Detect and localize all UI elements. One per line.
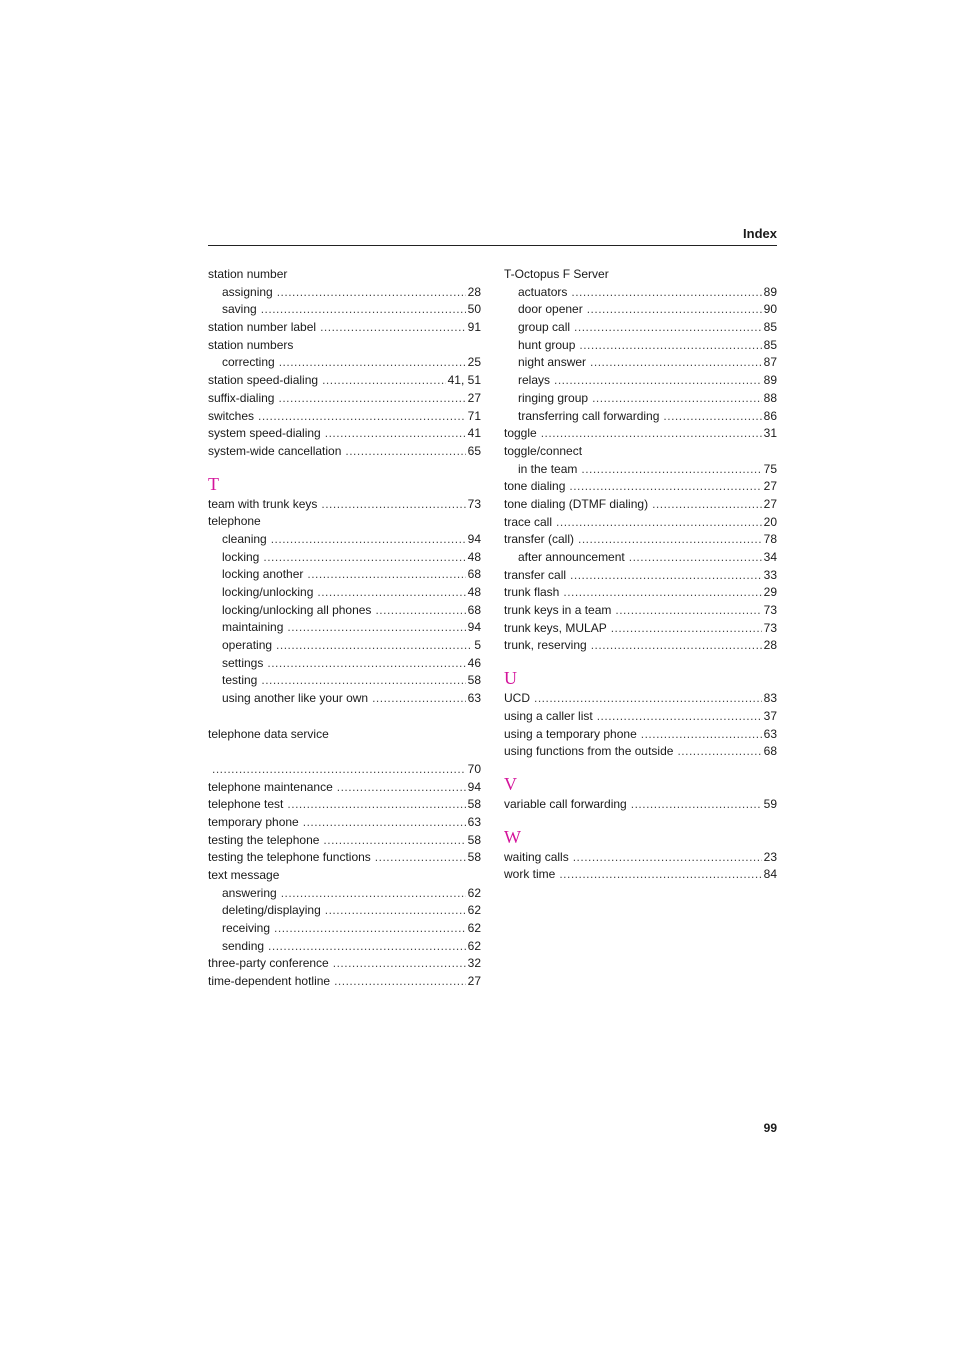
entry-page-ref: 65 (467, 443, 481, 458)
index-subentry (208, 301, 481, 319)
index-entry (504, 514, 777, 532)
entry-page-ref: 85 (763, 337, 777, 352)
index-subentry (208, 938, 481, 956)
dot-leader (372, 690, 466, 708)
index-subentry (208, 584, 481, 602)
page-number: 99 (763, 1121, 777, 1135)
index-subentry (504, 408, 777, 426)
index-entry (208, 372, 481, 390)
dot-leader (663, 408, 761, 426)
index-subentry (208, 920, 481, 938)
entry-page-ref: 73 (763, 603, 777, 618)
entry-page-ref: 94 (467, 620, 481, 635)
dot-leader (258, 408, 466, 426)
dot-leader (570, 567, 762, 585)
index-subentry (504, 319, 777, 337)
index-subentry (208, 637, 481, 655)
dot-leader (578, 531, 762, 549)
index-subentry (208, 672, 481, 690)
entry-label: work time (504, 867, 556, 882)
dot-leader (581, 461, 761, 479)
entry-label: UCD (504, 691, 530, 706)
entry-page-ref: 86 (763, 408, 777, 423)
entry-label: station speed-dialing (208, 373, 319, 388)
index-entry (504, 425, 777, 443)
dot-leader (590, 354, 762, 372)
dot-leader (212, 761, 466, 779)
dot-leader (287, 619, 465, 637)
index-letter-heading: V (504, 773, 517, 794)
dot-leader (597, 708, 762, 726)
dot-leader (563, 584, 761, 602)
index-entry (208, 973, 481, 991)
index-subentry (208, 284, 481, 302)
index-entry (504, 478, 777, 496)
entry-page-ref: 68 (467, 567, 481, 582)
entry-label: team with trunk keys (208, 496, 318, 511)
index-subentry (504, 461, 777, 479)
entry-label: transfer (call) (504, 532, 575, 547)
entry-label: deleting/displaying (222, 903, 321, 918)
index-subentry (208, 885, 481, 903)
entry-page-ref: 59 (763, 796, 777, 811)
index-heading: telephone data service (208, 726, 329, 741)
entry-label: telephone maintenance (208, 779, 333, 794)
entry-label: actuators (518, 284, 568, 299)
index-entry (504, 584, 777, 602)
index-heading: text message (208, 868, 280, 882)
entry-label: testing (222, 673, 258, 688)
entry-page-ref: 75 (763, 461, 777, 476)
dot-leader (541, 425, 762, 443)
entry-label: telephone test (208, 797, 284, 812)
index-heading: station numbers (208, 337, 294, 352)
index-heading: toggle/connect (504, 443, 583, 458)
entry-page-ref: 58 (467, 850, 481, 865)
entry-label: trunk keys, MULAP (504, 620, 607, 635)
entry-page-ref: 29 (763, 585, 777, 600)
index-entry (504, 849, 777, 867)
entry-label: receiving (222, 921, 271, 936)
spacer (208, 708, 481, 726)
entry-label: time-dependent hotline (208, 974, 331, 989)
entry-label: night answer (518, 355, 587, 370)
entry-label: trunk flash (504, 585, 560, 600)
dot-leader (277, 284, 466, 302)
entry-label: locking/unlocking all phones (222, 602, 372, 617)
index-subentry (504, 354, 777, 372)
entry-label: operating (222, 638, 273, 653)
index-subentry (208, 566, 481, 584)
entry-page-ref: 27 (467, 390, 481, 405)
dot-leader (267, 655, 465, 673)
entry-page-ref: 58 (467, 832, 481, 847)
entry-page-ref: 27 (467, 974, 481, 989)
entry-page-ref: 41, 51 (447, 373, 481, 388)
dot-leader (279, 354, 466, 372)
index-entry (208, 390, 481, 408)
entry-label: transferring call forwarding (518, 408, 660, 423)
entry-page-ref: 73 (763, 620, 777, 635)
index-entry (504, 708, 777, 726)
entry-label: using a temporary phone (504, 726, 637, 741)
index-subentry (504, 372, 777, 390)
dot-leader (345, 443, 465, 461)
dot-leader (615, 602, 761, 620)
entry-label: settings (222, 655, 264, 670)
entry-page-ref: 83 (763, 691, 777, 706)
dot-leader (587, 301, 762, 319)
entry-label: after announcement (518, 550, 625, 564)
index-entry (208, 955, 481, 973)
entry-page-ref: 63 (467, 691, 481, 706)
entry-label: using functions from the outside (504, 744, 674, 759)
dot-leader (629, 549, 762, 567)
entry-page-ref: 89 (763, 373, 777, 388)
index-heading: T-Octopus F Server (504, 267, 609, 281)
entry-page-ref: 63 (467, 814, 481, 829)
entry-page-ref: 62 (467, 903, 481, 918)
entry-label: door opener (518, 302, 583, 317)
entry-label: relays (518, 373, 551, 388)
dot-leader (325, 425, 466, 443)
entry-page-ref: 85 (763, 320, 777, 335)
entry-page-ref: 68 (763, 744, 777, 759)
entry-page-ref: 41 (467, 426, 481, 441)
dot-leader (579, 337, 761, 355)
entry-label: system-wide cancellation (208, 443, 342, 458)
entry-page-ref: 88 (763, 390, 777, 405)
dot-leader (556, 514, 762, 532)
index-entry (504, 726, 777, 744)
entry-page-ref: 48 (467, 549, 481, 564)
dot-leader (268, 938, 466, 956)
entry-label: saving (222, 302, 257, 317)
entry-page-ref: 62 (467, 885, 481, 900)
entry-page-ref: 68 (467, 602, 481, 617)
entry-page-ref: 23 (763, 849, 777, 864)
index-subentry (208, 549, 481, 567)
entry-page-ref: 87 (763, 355, 777, 370)
index-entry (504, 531, 777, 549)
entry-label: correcting (222, 355, 275, 370)
entry-label: in the team (518, 461, 578, 476)
entry-label: hunt group (518, 337, 576, 352)
dot-leader (303, 814, 466, 832)
index-entry (208, 832, 481, 850)
index-subentry (504, 301, 777, 319)
entry-page-ref: 27 (763, 496, 777, 511)
dot-leader (274, 920, 466, 938)
dot-leader (571, 284, 761, 302)
dot-leader (631, 796, 762, 814)
index-entry (208, 443, 481, 461)
dot-leader (569, 478, 761, 496)
entry-page-ref: 28 (467, 284, 481, 299)
index-entry (208, 496, 481, 514)
dot-leader (334, 973, 466, 991)
entry-page-ref: 20 (763, 514, 777, 529)
entry-label: toggle (504, 426, 537, 441)
entry-page-ref: 58 (467, 673, 481, 688)
dot-leader (534, 690, 762, 708)
index-subentry (504, 390, 777, 408)
index-subentry (504, 284, 777, 302)
entry-page-ref: 5 (474, 638, 481, 653)
index-subentry (208, 902, 481, 920)
entry-page-ref: 48 (467, 585, 481, 599)
dot-leader (333, 955, 466, 973)
index-entry (208, 319, 481, 337)
index-subentry (504, 549, 777, 567)
entry-page-ref: 50 (467, 302, 481, 317)
dot-leader (574, 319, 762, 337)
dot-leader (591, 637, 762, 655)
dot-leader (320, 319, 466, 337)
entry-page-ref: 70 (467, 761, 481, 776)
index-entry (208, 796, 481, 814)
dot-leader (261, 672, 465, 690)
entry-label: testing the telephone functions (208, 850, 371, 865)
dot-leader (278, 390, 465, 408)
index-entry (504, 637, 777, 655)
entry-page-ref: 25 (467, 355, 481, 370)
index-entry (208, 849, 481, 867)
index-entry (504, 602, 777, 620)
page-title: Index (743, 226, 777, 241)
entry-page-ref: 62 (467, 921, 481, 936)
entry-label: three-party conference (208, 956, 329, 971)
entry-page-ref: 94 (467, 531, 481, 546)
entry-label: maintaining (222, 620, 284, 635)
dot-leader (325, 902, 466, 920)
index-heading: station number (208, 267, 288, 281)
entry-label: locking/unlocking (222, 585, 314, 599)
index-subentry (208, 354, 481, 372)
index-letter-heading: T (208, 473, 219, 494)
index-column-left (208, 266, 481, 991)
dot-leader (677, 743, 761, 761)
dot-leader (652, 496, 762, 514)
entry-page-ref: 91 (467, 320, 481, 335)
entry-page-ref: 28 (763, 638, 777, 653)
dot-leader (321, 496, 465, 514)
dot-leader (375, 849, 466, 867)
dot-leader (287, 796, 465, 814)
page-header (208, 225, 777, 246)
index-subentry (208, 690, 481, 708)
entry-label: answering (222, 885, 277, 900)
entry-page-ref: 89 (763, 284, 777, 299)
index-subentry (504, 337, 777, 355)
index-entry (504, 567, 777, 585)
index-entry (504, 496, 777, 514)
index-entry (208, 761, 481, 779)
entry-label: system speed-dialing (208, 426, 321, 441)
entry-label: sending (222, 938, 265, 953)
entry-page-ref: 58 (467, 797, 481, 812)
entry-label: transfer call (504, 567, 567, 582)
entry-page-ref: 94 (467, 779, 481, 794)
entry-page-ref: 32 (467, 956, 481, 971)
entry-label: assigning (222, 284, 273, 299)
index-entry (208, 408, 481, 426)
entry-label: tone dialing (DTMF dialing) (504, 496, 649, 511)
index-entry (504, 620, 777, 638)
entry-label: variable call forwarding (504, 796, 627, 811)
entry-page-ref: 62 (467, 938, 481, 953)
index-subentry (208, 655, 481, 673)
entry-page-ref: 46 (467, 655, 481, 670)
entry-label: ringing group (518, 390, 589, 405)
entry-page-ref: 73 (467, 496, 481, 511)
index-heading: telephone (208, 514, 261, 529)
index-subentry (208, 619, 481, 637)
dot-leader (317, 584, 465, 602)
dot-leader (307, 566, 465, 584)
index-entry (208, 814, 481, 832)
dot-leader (573, 849, 762, 867)
dot-leader (323, 832, 465, 850)
index-entry (504, 866, 777, 884)
dot-leader (322, 372, 446, 390)
index-entry (208, 425, 481, 443)
dot-leader (276, 637, 472, 655)
dot-leader (337, 779, 466, 797)
entry-page-ref: 90 (763, 302, 777, 317)
index-column-right (504, 266, 777, 884)
dot-leader (554, 372, 762, 390)
entry-label: using a caller list (504, 708, 593, 723)
entry-label: suffix-dialing (208, 390, 275, 405)
entry-page-ref: 34 (763, 550, 777, 564)
entry-label: group call (518, 320, 571, 335)
entry-page-ref: 84 (763, 867, 777, 882)
index-letter-heading: U (504, 668, 517, 689)
dot-leader (611, 620, 762, 638)
entry-page-ref: 78 (763, 532, 777, 547)
index-entry (504, 743, 777, 761)
entry-label: switches (208, 408, 255, 423)
entry-label: locking another (222, 567, 304, 582)
entry-page-ref: 71 (467, 408, 481, 423)
index-subentry (208, 531, 481, 549)
entry-label: trunk keys in a team (504, 603, 612, 618)
dot-leader (375, 602, 465, 620)
index-entry (504, 690, 777, 708)
entry-page-ref: 63 (763, 726, 777, 741)
spacer (208, 743, 481, 761)
entry-label: using another like your own (222, 691, 369, 706)
entry-page-ref: 37 (763, 708, 777, 723)
dot-leader (271, 531, 466, 549)
index-subentry (208, 602, 481, 620)
entry-label: station number label (208, 320, 317, 335)
entry-label: tone dialing (504, 479, 566, 494)
dot-leader (261, 301, 466, 319)
entry-label: locking (222, 549, 260, 564)
dot-leader (592, 390, 762, 408)
index-entry (504, 796, 777, 814)
entry-label: trace call (504, 514, 553, 529)
index-letter-heading: W (504, 826, 521, 847)
entry-page-ref: 31 (763, 426, 777, 441)
entry-label: cleaning (222, 531, 267, 546)
index-entry (208, 779, 481, 797)
entry-label: trunk, reserving (504, 638, 587, 653)
dot-leader (641, 726, 762, 744)
entry-page-ref: 27 (763, 479, 777, 494)
entry-page-ref: 33 (763, 567, 777, 582)
entry-label: testing the telephone (208, 832, 320, 847)
entry-label: waiting calls (504, 849, 569, 864)
entry-label: temporary phone (208, 814, 299, 829)
dot-leader (281, 885, 466, 903)
dot-leader (263, 549, 465, 567)
dot-leader (559, 866, 761, 884)
